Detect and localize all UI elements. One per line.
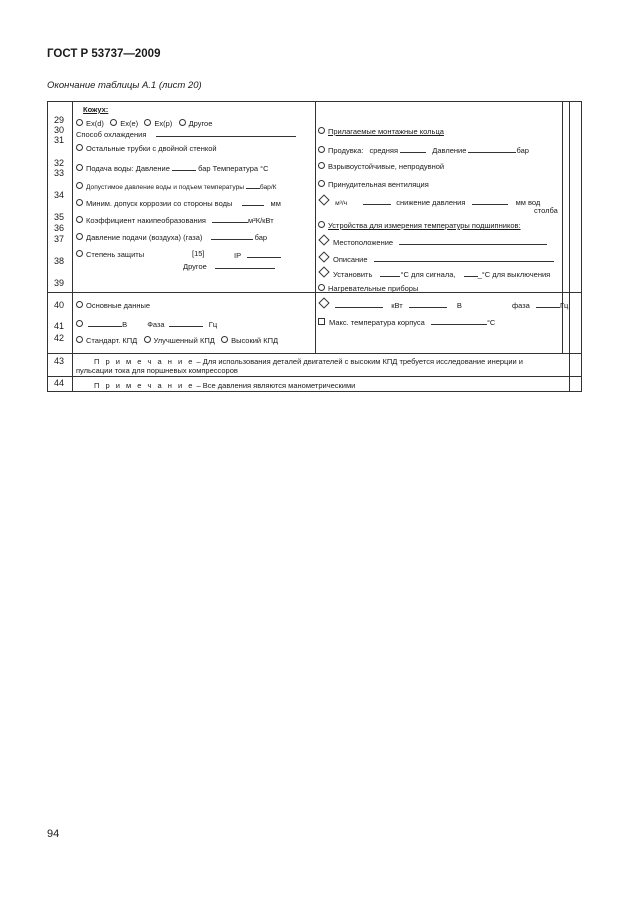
water-supply-row xyxy=(76,163,269,173)
note-44-label: П р и м е ч а н и е xyxy=(94,381,195,390)
description-checkbox[interactable] xyxy=(318,251,329,262)
right-column-divider-a xyxy=(562,102,563,354)
forced-vent-row xyxy=(318,180,429,189)
pressure-drop-field[interactable] xyxy=(472,197,508,205)
number-column-divider xyxy=(72,102,73,392)
corrosion-radio[interactable] xyxy=(76,199,83,206)
pressure-drop-label: снижение давления xyxy=(396,198,466,207)
gc-unit: Гц xyxy=(208,320,218,329)
description-row xyxy=(318,253,554,264)
purge-pressure-field[interactable] xyxy=(468,145,516,153)
water-limit-radio[interactable] xyxy=(76,182,83,189)
efficiency-row xyxy=(76,336,278,345)
heater-power-checkbox[interactable] xyxy=(318,297,329,308)
ip-field[interactable] xyxy=(247,250,281,258)
voltage-row xyxy=(76,319,217,329)
std-kpd-radio[interactable] xyxy=(76,336,83,343)
ip-label: IP xyxy=(234,251,241,260)
row-number: 39 xyxy=(54,278,65,288)
protection-ref: [15] xyxy=(192,249,205,258)
water-limit-row xyxy=(76,181,277,192)
form-table xyxy=(47,101,582,392)
mount-rings-radio[interactable] xyxy=(318,127,325,134)
cooling-label: Способ охлаждения xyxy=(76,130,147,139)
max-temp-field[interactable] xyxy=(431,317,487,325)
imp-kpd-radio[interactable] xyxy=(144,336,151,343)
setpoint-checkbox[interactable] xyxy=(318,266,329,277)
fouling-radio[interactable] xyxy=(76,216,83,223)
bar-temp-label: бар Температура xyxy=(198,164,259,173)
cooling-field[interactable] xyxy=(156,129,296,137)
fouling-label: Коэффициент накипеобразования xyxy=(86,216,206,225)
location-row xyxy=(318,236,547,247)
purge-bar-unit: бар xyxy=(516,146,529,155)
mount-rings-row xyxy=(318,127,444,136)
setpoint-row xyxy=(318,268,550,279)
description-label: Описание xyxy=(333,255,368,264)
page-number: 94 xyxy=(47,828,60,840)
forced-vent-radio[interactable] xyxy=(318,180,325,187)
max-temp-checkbox[interactable] xyxy=(318,318,325,325)
airflow-row xyxy=(318,196,540,208)
corrosion-label: Миним. допуск коррозии со стороны воды xyxy=(86,199,233,208)
table-caption: Окончание таблицы А.1 (лист 20) xyxy=(47,80,202,91)
other-protection-field[interactable] xyxy=(215,261,275,269)
mm-unit: мм xyxy=(270,199,281,208)
corrosion-field[interactable] xyxy=(242,198,264,206)
note-44 xyxy=(94,381,355,390)
heater-phase-field[interactable] xyxy=(536,300,560,308)
explosion-proof-radio[interactable] xyxy=(318,162,325,169)
tubes-row xyxy=(76,144,217,153)
location-field[interactable] xyxy=(399,237,547,245)
pressure-label: Давление xyxy=(432,146,467,155)
main-data-label: Основные данные xyxy=(86,301,151,310)
protection-radio[interactable] xyxy=(76,250,83,257)
phase-label: Фаза xyxy=(147,320,165,329)
note-43-continued: пульсации тока для поршневых компрессоров xyxy=(76,366,238,375)
bearing-temp-label: Устройства для измерения температуры подшипников: xyxy=(328,221,521,230)
other-radio[interactable] xyxy=(179,119,186,126)
row-number: 36 xyxy=(54,223,65,233)
water-limit-field[interactable] xyxy=(246,181,260,189)
row-number: 29 xyxy=(54,115,65,125)
tubes-label: Остальные трубки с двойной стенкой xyxy=(86,144,217,153)
heaters-label: Нагревательные приборы xyxy=(328,284,419,293)
document-header: ГОСТ Р 53737—2009 xyxy=(47,48,161,60)
deg-c-unit: °C xyxy=(260,164,269,173)
high-kpd-label: Высокий КПД xyxy=(231,336,279,345)
phase-field[interactable] xyxy=(169,319,203,327)
water-supply-radio[interactable] xyxy=(76,164,83,171)
tubes-radio[interactable] xyxy=(76,144,83,151)
other-label: Другое xyxy=(188,119,213,128)
voltage-field[interactable] xyxy=(88,319,122,327)
purge-radio[interactable] xyxy=(318,146,325,153)
row-divider-42-43 xyxy=(48,353,582,354)
water-pressure-field[interactable] xyxy=(172,163,196,171)
main-data-row xyxy=(76,301,150,310)
heater-gc-unit: Гц xyxy=(559,301,569,310)
row-number: 37 xyxy=(54,234,65,244)
bearing-temp-radio[interactable] xyxy=(318,221,325,228)
kozhukh-label: Кожух: xyxy=(83,105,109,114)
airflow-checkbox[interactable] xyxy=(318,194,329,205)
purge-label: Продувка: xyxy=(328,146,364,155)
fouling-row xyxy=(76,215,274,225)
bearing-temp-row xyxy=(318,221,521,230)
cooling-row xyxy=(76,129,296,139)
note-44-text: – Все давления являются манометрическими xyxy=(196,381,356,390)
heater-v-unit: В xyxy=(456,301,462,310)
exd-radio[interactable] xyxy=(76,119,83,126)
corrosion-row xyxy=(76,198,281,208)
row-divider-39-40 xyxy=(48,292,582,293)
explosion-proof-row xyxy=(318,162,444,171)
airflow-field[interactable] xyxy=(363,197,391,205)
heater-power-field[interactable] xyxy=(335,300,383,308)
max-temp-unit: °C xyxy=(486,318,496,327)
air-pressure-row xyxy=(76,232,267,242)
location-label: Местоположение xyxy=(333,238,394,247)
row-number: 40 xyxy=(54,300,65,310)
row-number: 35 xyxy=(54,212,65,222)
air-pressure-field[interactable] xyxy=(211,232,253,240)
air-pressure-label: Давление подачи (воздуха) (газа) xyxy=(86,233,203,242)
description-field[interactable] xyxy=(374,254,554,262)
row-number: 31 xyxy=(54,135,65,145)
high-kpd-radio[interactable] xyxy=(221,336,228,343)
row-number: 30 xyxy=(54,125,65,135)
water-limit-label: Допустимое давление воды и подъем температуры xyxy=(86,184,245,191)
c-off-label: _°C для выключения xyxy=(477,270,551,279)
row-number: 41 xyxy=(54,321,65,331)
mount-rings-label: Прилагаемые монтажные кольца xyxy=(328,127,444,136)
forced-vent-label: Принудительная вентиляция xyxy=(328,180,429,189)
heater-power-row xyxy=(318,299,568,310)
bar-unit: бар xyxy=(254,233,268,242)
other-protection-label: Другое xyxy=(183,262,207,271)
exd-label: Ex(d) xyxy=(86,119,104,128)
max-temp-label: Макс. температура корпуса xyxy=(329,318,425,327)
max-temp-row xyxy=(318,317,495,327)
note-43-label: П р и м е ч а н и е xyxy=(94,357,195,366)
exp-radio[interactable] xyxy=(144,119,151,126)
v-unit: В xyxy=(122,320,128,329)
row-number: 33 xyxy=(54,168,65,178)
protection-label: Степень защиты xyxy=(86,250,145,259)
row-number: 38 xyxy=(54,256,65,266)
water-supply-label: Подача воды: Давление xyxy=(86,164,170,173)
right-column-divider-b xyxy=(569,102,570,392)
voltage-radio[interactable] xyxy=(76,320,83,327)
location-checkbox[interactable] xyxy=(318,234,329,245)
middle-column-divider xyxy=(315,102,316,354)
heater-voltage-field[interactable] xyxy=(409,300,447,308)
kvt-unit: кВт xyxy=(391,301,403,310)
row-number: 44 xyxy=(54,378,65,388)
column-unit: столба xyxy=(534,206,558,215)
note-43-text: – Для использования деталей двигателей с высоким КПД требуется исследование инерции и xyxy=(196,357,523,366)
heater-phase-label: фаза xyxy=(511,301,530,310)
m3h-unit: м³/ч xyxy=(335,200,348,207)
row-number: 34 xyxy=(54,190,65,200)
heaters-radio[interactable] xyxy=(318,284,325,291)
imp-kpd-label: Улучшенный КПД xyxy=(153,336,215,345)
std-kpd-label: Стандарт. КПД xyxy=(86,336,138,345)
m2kvt-unit: м²К/кВт xyxy=(248,216,274,225)
medium-field[interactable] xyxy=(400,145,426,153)
set-label: Установить xyxy=(333,270,373,279)
row-number: 43 xyxy=(54,356,65,366)
bar-k-unit: бар/К xyxy=(259,184,277,191)
main-data-radio[interactable] xyxy=(76,301,83,308)
purge-row xyxy=(318,145,529,155)
row-number: 32 xyxy=(54,158,65,168)
heaters-row xyxy=(318,284,418,293)
off-temp-field[interactable] xyxy=(464,269,478,277)
ip-row xyxy=(234,250,281,260)
protection-row xyxy=(76,250,144,259)
exe-radio[interactable] xyxy=(110,119,117,126)
exe-label: Ex(e) xyxy=(120,119,139,128)
mm-water-unit: мм вод xyxy=(515,198,541,207)
medium-label: средняя xyxy=(369,146,399,155)
row-divider-43-44 xyxy=(48,376,582,377)
exp-label: Ex(p) xyxy=(154,119,173,128)
explosion-proof-label: Взрывоустойчивые, непродувной xyxy=(328,162,445,171)
signal-temp-field[interactable] xyxy=(380,269,400,277)
c-signal-label: °C для сигнала, xyxy=(400,270,456,279)
fouling-field[interactable] xyxy=(212,215,248,223)
housing-options xyxy=(76,119,212,128)
air-pressure-radio[interactable] xyxy=(76,233,83,240)
note-43 xyxy=(94,357,523,366)
other-protection-row xyxy=(183,261,275,271)
row-number: 42 xyxy=(54,333,65,343)
